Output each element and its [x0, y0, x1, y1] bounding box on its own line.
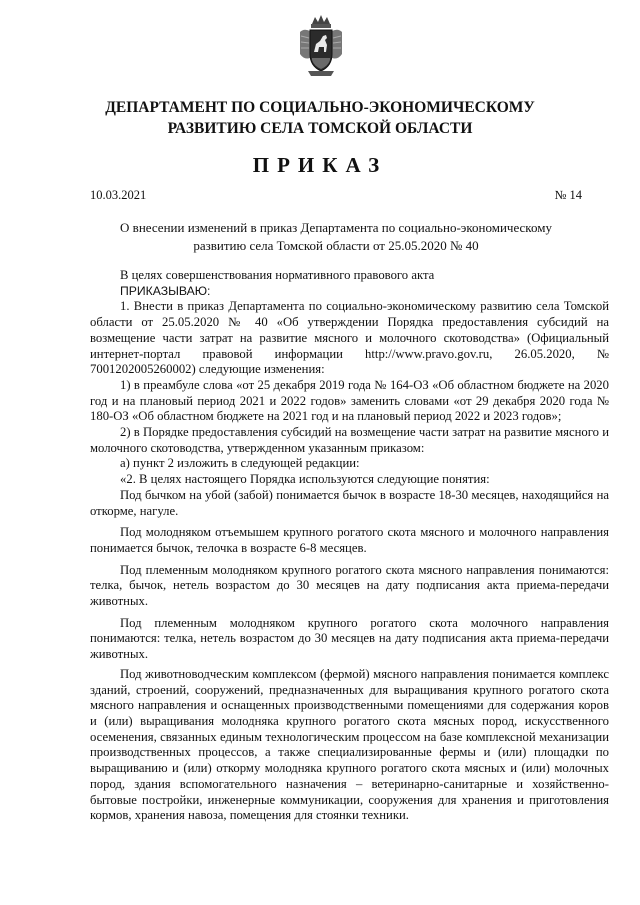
paragraph-subitem-a: а) пункт 2 изложить в следующей редакции:	[120, 456, 360, 471]
document-type-title: ПРИКАЗ	[252, 153, 388, 177]
organization-name	[60, 97, 580, 139]
paragraph-subitem-1: 1) в преамбуле слова «от 25 декабря 2019 года № 164-ОЗ «Об областном бюджете на 2020 год и на плановый период 2021 и 2022 годов» заменить словами «от 29 декабря 2020 года № 180-ОЗ «Об областном бюджете на 2021 год и на плановый период 2022 и 2023 годов»;	[90, 377, 609, 424]
document-date: 10.03.2021	[90, 188, 147, 202]
coat-of-arms-icon	[298, 14, 344, 78]
definition-paragraph: Под молодняком отъемышем крупного рогатого скота мясного и молочного направления понимается бычок, телочка в возрасте 6-8 месяцев.	[90, 525, 609, 555]
document-body	[90, 268, 609, 824]
subject-line-1: О внесении изменений в приказ Департамента по социально-экономическому	[120, 220, 552, 235]
definition-paragraph: Под животноводческим комплексом (фермой) мясного направления понимается комплекс зданий, строений, сооружений, предназначенных для выращивания крупного рогатого скота мясного направления и оснащенных производственными помещениями для содержания коров и (или) выращивания молодняка крупного рогатого скота мясных пород, искусственного осеменения, связанных единым технологическим процессом на базе комплексной механизации производственных процессов, а также специализированные фермы и (или) площадки по выращиванию и (или) откорму молодняка крупного рогатого скота мясных и (или) молочных пород, здания вспомогательного назначения – ветеринарно-санитарные и хозяйственно-бытовые постройки, инженерные коммуникации, сооружения для хранения и приготовления кормов, хранения навоза, помещения для стоянки техники.	[90, 666, 609, 823]
order-keyword: ПРИКАЗЫВАЮ:	[120, 283, 211, 298]
preamble-paragraph: В целях совершенствования нормативного правового акта	[120, 268, 435, 282]
document-subject	[90, 219, 582, 255]
paragraph-item-1: 1. Внести в приказ Департамента по социально-экономическому развитию села Томской области от 25.05.2020 № 40 «Об утверждении Порядка предоставления субсидий на возмещение части затрат на развитие мясного и молочного скотоводства» (Официальный интернет-портал правовой информации http://www.pravo.gov.ru, 26.05.2020, № 7001202005260002) следующие изменения:	[90, 299, 609, 377]
subject-line-2: развитию села Томской области от 25.05.2020 № 40	[193, 238, 479, 253]
paragraph-definitions-intro: «2. В целях настоящего Порядка используются следующие понятия:	[120, 472, 490, 487]
paragraph-subitem-2: 2) в Порядке предоставления субсидий на возмещение части затрат на развитие мясного и молочного скотоводства, утвержденном указанным приказом:	[90, 425, 609, 455]
document-number: № 14	[554, 188, 582, 202]
org-line-2: РАЗВИТИЮ СЕЛА ТОМСКОЙ ОБЛАСТИ	[167, 120, 473, 137]
definition-paragraph: Под племенным молодняком крупного рогатого скота молочного направления понимаются: телка, нетель возрастом до 30 месяцев на дату подписания акта приема-передачи животных.	[90, 615, 609, 662]
definition-paragraph: Под племенным молодняком крупного рогатого скота мясного направления понимаются: телка, бычок, нетель возрастом до 30 месяцев на дату подписания акта приема-передачи животных.	[90, 562, 609, 609]
org-line-1: ДЕПАРТАМЕНТ ПО СОЦИАЛЬНО-ЭКОНОМИЧЕСКОМУ	[105, 99, 535, 116]
definition-paragraph: Под бычком на убой (забой) понимается бычок в возрасте 18-30 месяцев, находящийся на откорме, нагуле.	[90, 487, 609, 518]
